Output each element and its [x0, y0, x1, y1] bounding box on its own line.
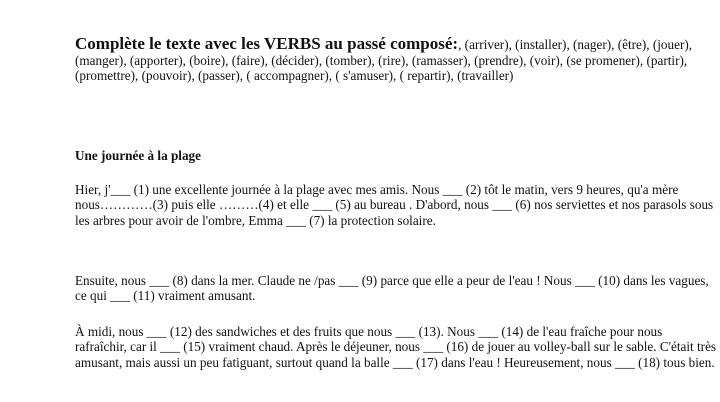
paragraph-3: À midi, nous ___ (12) des sandwiches et des fruits que nous ___ (13). Nous ___ (14) de l'eau fraîche pour nous rafraîchir, car il ___ (15) vraiment chaud. Après le déjeuner, nous ___ (16) de jouer au volley-ball sur le sable. C'était très amusant, mais aussi un peu fatiguant, surtout quand la balle ___ (17) dans l'eau ! Heureusement, nous ___ (18) tous bien. [75, 324, 717, 370]
verb-list: , (arriver), (installer), (nager), (être), (jouer), (manger), (apporter), (boire), (faire), (décider), (tomber), (rire), (ramasser), (prendre), (voir), (se promener), (partir), (promettre), (pouvoir), (passer), ( accompagner), ( s'amuser), ( repartir), (travailler) [75, 37, 693, 84]
instructions [75, 36, 717, 84]
paragraph-1: Hier, j'___ (1) une excellente journée à la plage avec mes amis. Nous ___ (2) tôt le matin, vers 9 heures, qu'a mère nous…………(3) puis elle ………(4) et elle ___ (5) au bureau . D'abord, nous ___ (6) nos serviettes et nos parasols sous les arbres pour avoir de l'ombre, Emma ___ (7) la protection solaire. [75, 182, 714, 228]
paragraph-2: Ensuite, nous ___ (8) dans la mer. Claude ne /pas ___ (9) parce que elle a peur de l'eau ! Nous ___ (10) dans les vagues, ce qui ___ (11) vraiment amusant. [75, 273, 709, 304]
instructions-lead: Complète le texte avec les VERBS au passé composé: [75, 34, 459, 53]
section-title: Une journée à la plage [75, 148, 202, 163]
worksheet [75, 34, 717, 370]
